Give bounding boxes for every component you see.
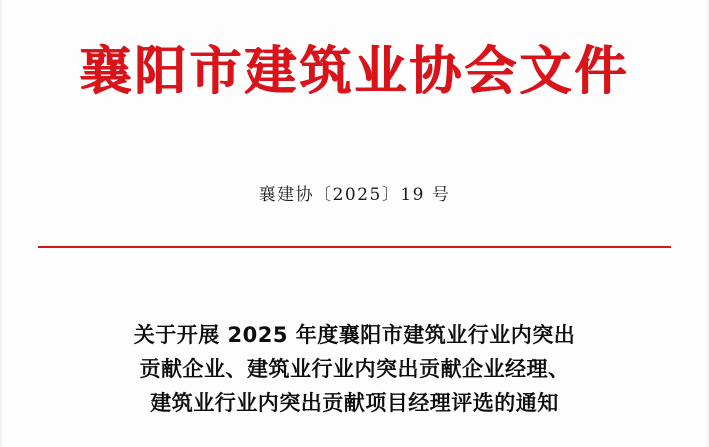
document-header <box>0 0 709 102</box>
red-separator-rule <box>38 246 671 248</box>
document-number: 襄建协〔2025〕19 号 <box>258 184 451 205</box>
heading-line-3: 建筑业行业内突出贡献项目经理评选的通知 <box>150 391 559 416</box>
document-main-heading <box>55 318 654 420</box>
heading-line-1: 关于开展 2025 年度襄阳市建筑业行业内突出 <box>133 323 576 347</box>
document-number-row <box>0 180 709 205</box>
document-title: 襄阳市建筑业协会文件 <box>79 41 630 102</box>
page-edge-left <box>0 0 4 447</box>
page-edge-right <box>705 0 709 447</box>
heading-line-2: 贡献企业、建筑业行业内突出贡献企业经理、 <box>139 357 570 382</box>
